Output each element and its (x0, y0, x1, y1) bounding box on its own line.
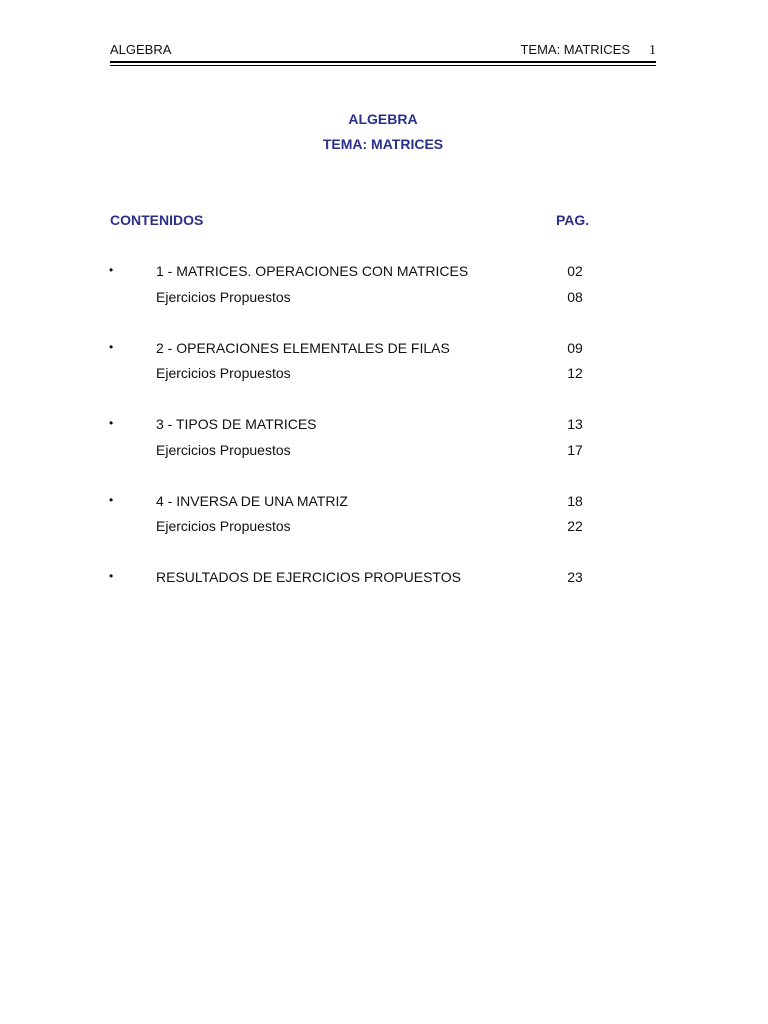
toc-subentry[interactable] (0, 518, 768, 536)
toc-entry[interactable] (0, 263, 768, 281)
toc-entry[interactable] (0, 340, 768, 358)
toc-heading-page: PAG. (556, 212, 590, 228)
toc-entry-title: RESULTADOS DE EJERCICIOS PROPUESTOS (156, 569, 461, 585)
toc-entry-title: 4 - INVERSA DE UNA MATRIZ (156, 493, 348, 509)
toc-subentry-page: 17 (567, 442, 583, 458)
toc-entry[interactable] (0, 493, 768, 511)
toc-subentry-page: 08 (567, 289, 583, 305)
toc-entry-page: 13 (567, 416, 583, 432)
toc-subentry[interactable] (0, 442, 768, 460)
toc-subentry[interactable] (0, 365, 768, 383)
toc-entry[interactable] (0, 569, 768, 587)
bullet-icon: • (109, 263, 114, 277)
header-topic: TEMA: MATRICES (520, 42, 630, 57)
toc-entry-page: 09 (567, 340, 583, 356)
toc-entry-page: 18 (567, 493, 583, 509)
toc-heading-contents: CONTENIDOS (110, 212, 204, 228)
bullet-icon: • (109, 493, 114, 507)
bullet-icon: • (109, 569, 114, 583)
toc-subentry-title: Ejercicios Propuestos (156, 365, 291, 381)
header-rule-thin (110, 65, 656, 66)
running-header (110, 42, 656, 58)
toc-entry[interactable] (0, 416, 768, 434)
bullet-icon: • (109, 340, 114, 354)
header-subject: ALGEBRA (110, 42, 172, 57)
toc-entry-title: 1 - MATRICES. OPERACIONES CON MATRICES (156, 263, 469, 279)
toc-entry-title: 2 - OPERACIONES ELEMENTALES DE FILAS (156, 340, 450, 356)
toc-subentry-page: 12 (567, 365, 583, 381)
header-rule-thick (110, 61, 656, 63)
toc-subentry-title: Ejercicios Propuestos (156, 518, 291, 534)
document-title: ALGEBRA (348, 111, 418, 127)
toc-subentry-title: Ejercicios Propuestos (156, 442, 291, 458)
toc-subentry-title: Ejercicios Propuestos (156, 289, 291, 305)
toc-subentry-page: 22 (567, 518, 583, 534)
page-number: 1 (649, 43, 656, 58)
toc-entry-page: 02 (567, 263, 583, 279)
toc-subentry[interactable] (0, 289, 768, 307)
toc-entry-page: 23 (567, 569, 583, 585)
bullet-icon: • (109, 416, 114, 430)
toc-entry-title: 3 - TIPOS DE MATRICES (156, 416, 317, 432)
document-subtitle: TEMA: MATRICES (322, 136, 444, 152)
